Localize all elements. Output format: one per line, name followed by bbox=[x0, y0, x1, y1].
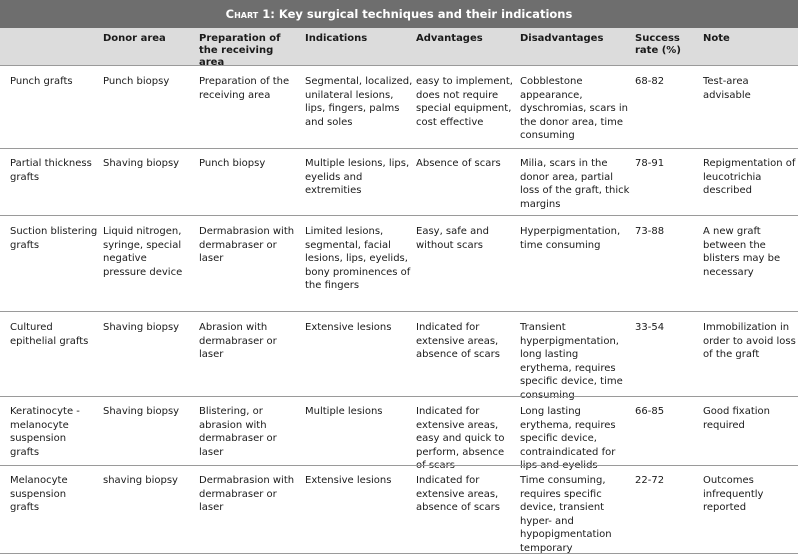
cell-advantages: Indicated for extensive areas, absence of scars bbox=[416, 475, 500, 514]
cell-donor-area: shaving biopsy bbox=[103, 475, 178, 486]
row-divider bbox=[0, 465, 798, 466]
row-divider bbox=[0, 148, 798, 149]
cell-disadvantages: Long lasting erythema, requires specific device, contraindicated for lips and eyelids bbox=[520, 406, 616, 472]
cell-note: Outcomes infrequently reported bbox=[703, 475, 764, 514]
cell-indications: Extensive lesions bbox=[305, 475, 392, 486]
cell-note: Repigmentation of leucotrichia described bbox=[703, 158, 796, 197]
cell-indications: Multiple lesions, lips, eyelids and extremities bbox=[305, 158, 410, 197]
cell-success-rate: 78-91 bbox=[635, 158, 665, 169]
cell-indications: Multiple lesions bbox=[305, 406, 383, 417]
cell-donor-area: Shaving biopsy bbox=[103, 322, 180, 333]
cell-success-rate: 68-82 bbox=[635, 76, 665, 87]
cell-success-rate: 73-88 bbox=[635, 226, 665, 237]
cell-success-rate: 22-72 bbox=[635, 475, 665, 486]
cell-advantages: Indicated for extensive areas, absence of scars bbox=[416, 322, 500, 361]
cell-note: Good fixation required bbox=[703, 406, 771, 431]
cell-note: A new graft between the blisters may be necessary bbox=[703, 226, 781, 278]
cell-technique: Cultured epithelial grafts bbox=[10, 322, 89, 347]
cell-indications: Segmental, localized, unilateral lesions, lips, fingers, palms and soles bbox=[305, 76, 413, 128]
cell-donor-area: Punch biopsy bbox=[103, 76, 170, 87]
row-divider bbox=[0, 215, 798, 216]
cell-disadvantages: Hyperpigmentation, time consuming bbox=[520, 226, 621, 251]
cell-disadvantages: Transient hyperpigmentation, long lasting erythema, requires specific device, time consuming bbox=[520, 322, 623, 401]
cell-note: Immobilization in order to avoid loss of the graft bbox=[703, 322, 796, 361]
header-note: Note bbox=[703, 33, 730, 44]
cell-preparation: Blistering, or abrasion with dermabraser or laser bbox=[199, 406, 277, 458]
chart-title-prefix: Chart 1: bbox=[225, 7, 275, 21]
cell-technique: Keratinocyte - melanocyte suspension grafts bbox=[10, 406, 80, 458]
header-disadvantages: Disadvantages bbox=[520, 33, 604, 44]
cell-advantages: easy to implement, does not require special equipment, cost effective bbox=[416, 76, 513, 128]
cell-success-rate: 33-54 bbox=[635, 322, 665, 333]
row-divider bbox=[0, 65, 798, 66]
chart-title bbox=[0, 0, 798, 28]
cell-advantages: Easy, safe and without scars bbox=[416, 226, 489, 251]
header-preparation: Preparation of the receiving area bbox=[199, 33, 281, 68]
cell-success-rate: 66-85 bbox=[635, 406, 665, 417]
table-bottom-border bbox=[0, 553, 798, 554]
cell-note: Test-area advisable bbox=[703, 76, 751, 101]
row-divider bbox=[0, 396, 798, 397]
cell-donor-area: Shaving biopsy bbox=[103, 406, 180, 417]
cell-preparation: Abrasion with dermabraser or laser bbox=[199, 322, 277, 361]
header-indications: Indications bbox=[305, 33, 368, 44]
cell-disadvantages: Time consuming, requires specific device, transient hyper- and hypopigmentation temporary bbox=[520, 475, 612, 554]
cell-preparation: Dermabrasion with dermabraser or laser bbox=[199, 226, 295, 265]
row-divider bbox=[0, 311, 798, 312]
cell-indications: Limited lesions, segmental, facial lesions, lips, eyelids, bony prominences of the fingers bbox=[305, 226, 411, 292]
cell-preparation: Preparation of the receiving area bbox=[199, 76, 290, 101]
header-advantages: Advantages bbox=[416, 33, 483, 44]
header-success-rate: Success rate (%) bbox=[635, 33, 681, 56]
cell-technique: Punch grafts bbox=[10, 76, 73, 87]
cell-preparation: Punch biopsy bbox=[199, 158, 266, 169]
cell-technique: Partial thickness grafts bbox=[10, 158, 92, 183]
cell-donor-area: Shaving biopsy bbox=[103, 158, 180, 169]
cell-advantages: Indicated for extensive areas, easy and quick to perform, absence of scars bbox=[416, 406, 505, 472]
header-donor-area: Donor area bbox=[103, 33, 166, 44]
cell-donor-area: Liquid nitrogen, syringe, special negative pressure device bbox=[103, 226, 183, 278]
cell-technique: Suction blistering grafts bbox=[10, 226, 98, 251]
cell-technique: Melanocyte suspension grafts bbox=[10, 475, 68, 514]
cell-disadvantages: Milia, scars in the donor area, partial loss of the graft, thick margins bbox=[520, 158, 630, 210]
cell-preparation: Dermabrasion with dermabraser or laser bbox=[199, 475, 295, 514]
cell-disadvantages: Cobblestone appearance, dyschromias, scars in the donor area, time consuming bbox=[520, 76, 628, 142]
cell-advantages: Absence of scars bbox=[416, 158, 501, 169]
chart-title-text: Key surgical techniques and their indications bbox=[278, 7, 573, 21]
cell-indications: Extensive lesions bbox=[305, 322, 392, 333]
